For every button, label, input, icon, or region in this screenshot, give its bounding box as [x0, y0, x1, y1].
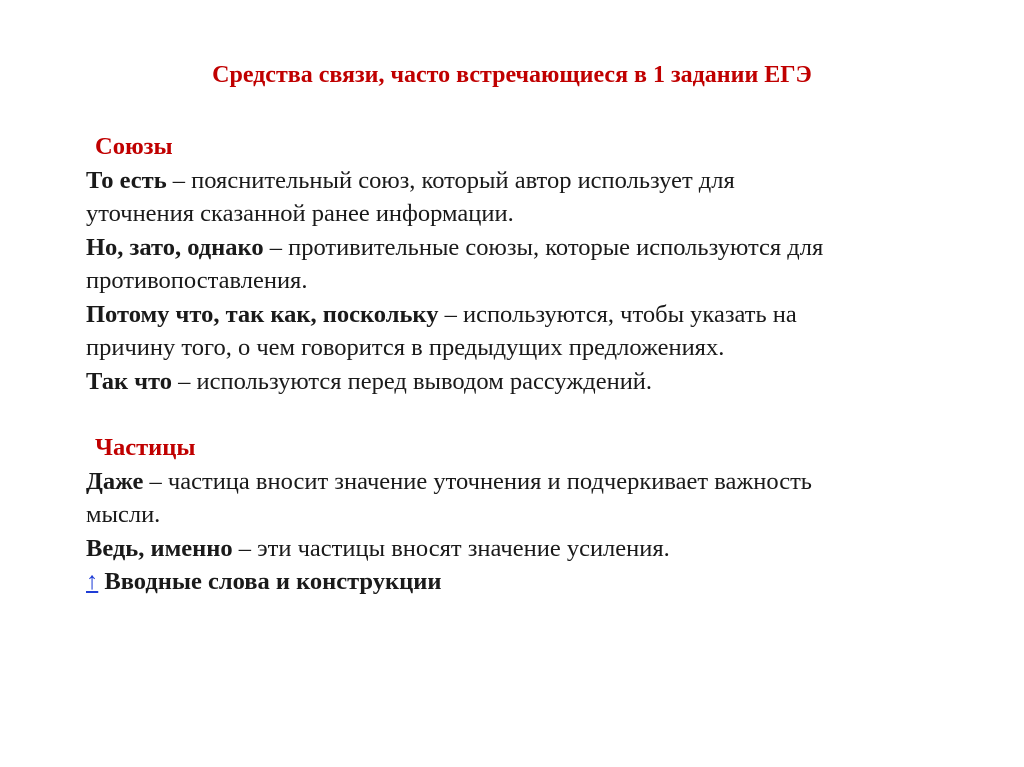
conjunction-term: Потому что, так как, поскольку	[86, 300, 439, 328]
particle-item-1-line-2: мысли.	[86, 501, 161, 528]
conjunction-item-2-line-1	[86, 231, 966, 265]
conjunction-item-1-line-1	[86, 164, 966, 198]
particle-item-1-line-1	[86, 465, 966, 499]
slide-title: Средства связи, часто встречающиеся в 1 задании ЕГЭ	[212, 62, 812, 88]
section-spacer	[86, 398, 966, 431]
conjunction-definition: – пояснительный союз, который автор использует для	[166, 166, 735, 194]
particle-item-2-line-1	[86, 532, 966, 566]
conjunction-definition: – противительные союзы, которые используются для	[263, 233, 824, 261]
particle-term: Даже	[86, 467, 144, 495]
particle-term: Ведь, именно	[86, 534, 233, 562]
up-arrow-link-icon[interactable]: ↑	[86, 568, 99, 595]
conjunction-item-2-line-2: противопоставления.	[86, 267, 308, 294]
particles-heading: Частицы	[95, 434, 196, 461]
conjunction-item-3-line-1	[86, 298, 966, 332]
conjunction-term: То есть	[86, 166, 167, 194]
conjunction-item-4-line-1	[86, 365, 966, 399]
conjunction-term: Но, зато, однако	[86, 233, 264, 261]
conjunction-definition: – используются перед выводом рассуждений.	[172, 367, 653, 395]
particle-definition: – эти частицы вносят значение усиления.	[232, 534, 670, 562]
conjunction-definition: – используются, чтобы указать на	[438, 300, 797, 328]
conjunction-item-3-line-2: причину того, о чем говорится в предыдущих предложениях.	[86, 334, 725, 361]
particle-definition: – частица вносит значение уточнения и подчеркивает важность	[143, 467, 812, 495]
intro-words-label: Вводные слова и конструкции	[98, 568, 442, 595]
conjunctions-heading: Союзы	[95, 133, 173, 160]
conjunction-item-1-line-2: уточнения сказанной ранее информации.	[86, 200, 514, 227]
intro-words-link-row	[86, 565, 966, 599]
slide-content	[86, 130, 966, 599]
conjunction-term: Так что	[86, 367, 173, 395]
